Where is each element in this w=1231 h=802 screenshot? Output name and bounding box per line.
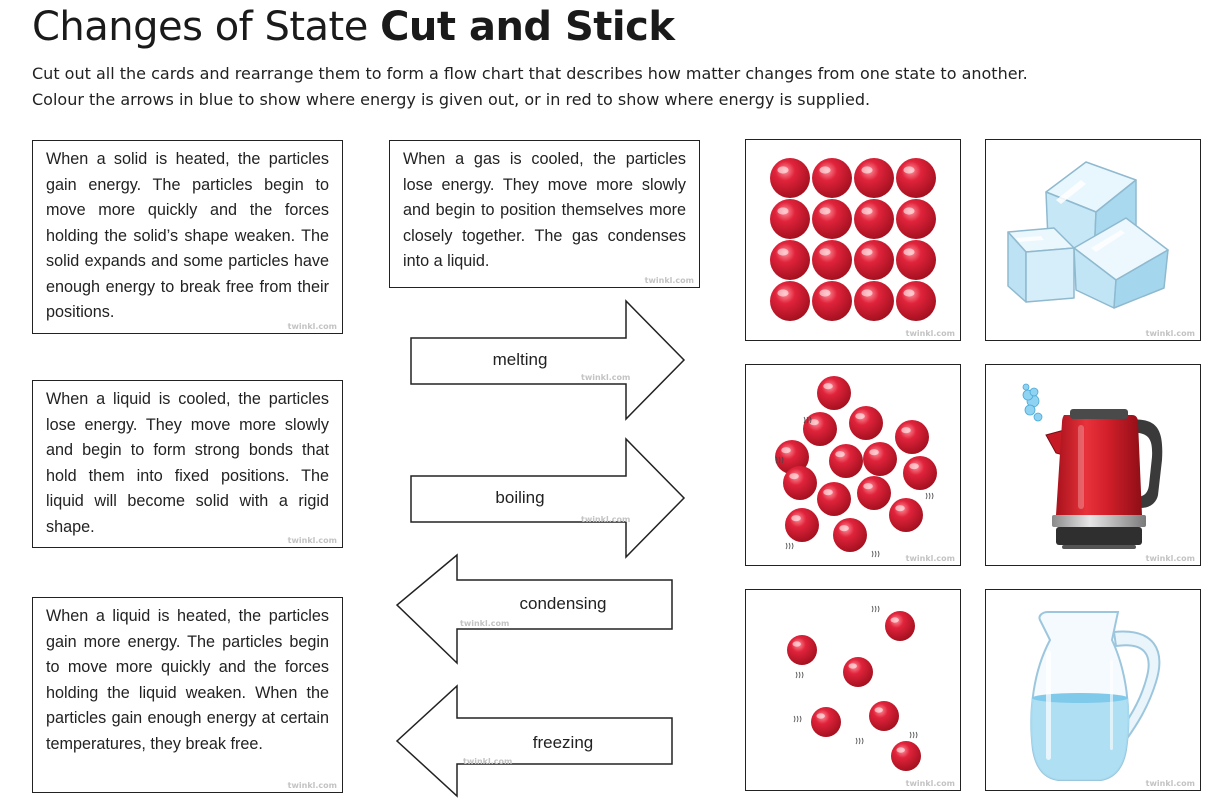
kettle-icon xyxy=(986,365,1199,564)
particle-icon xyxy=(843,657,873,687)
watermark: twinkl.com xyxy=(644,276,694,285)
particle-highlight xyxy=(789,473,799,479)
motion-line xyxy=(913,732,914,738)
card-kettle[interactable] xyxy=(985,364,1201,566)
particle-icon xyxy=(854,240,894,280)
watermark: twinkl.com xyxy=(581,373,631,382)
particle-highlight xyxy=(817,713,825,718)
particle-icon xyxy=(829,444,863,478)
particle-icon xyxy=(817,376,851,410)
motion-line xyxy=(929,493,930,499)
motion-line xyxy=(789,543,790,549)
card-water-jug[interactable] xyxy=(985,589,1201,791)
motion-line xyxy=(797,716,798,722)
watermark: twinkl.com xyxy=(905,554,955,563)
particle-icon xyxy=(885,611,915,641)
particle-icon xyxy=(896,281,936,321)
particle-icon xyxy=(770,158,810,198)
motion-line xyxy=(926,493,927,499)
card-gas-particles[interactable] xyxy=(745,589,961,791)
particle-icon xyxy=(770,281,810,321)
card-ice-cubes[interactable] xyxy=(985,139,1201,341)
motion-line xyxy=(878,551,879,557)
particle-icon xyxy=(833,518,867,552)
card-text: When a liquid is cooled, the particles lose energy. They move more slowly and begin to form strong bonds that hold them into fixed positions. The liquid will become solid with a rigid shape. xyxy=(46,390,329,536)
motion-line xyxy=(856,738,857,744)
arrow-label-freezing: freezing xyxy=(532,733,594,752)
particle-icon xyxy=(891,741,921,771)
particle-highlight xyxy=(849,663,857,668)
particle-icon xyxy=(803,412,837,446)
motion-line xyxy=(862,738,863,744)
particle-highlight xyxy=(861,207,872,214)
motion-line xyxy=(804,417,805,423)
particle-highlight xyxy=(861,248,872,255)
particle-icon xyxy=(896,240,936,280)
card-solid-particles[interactable] xyxy=(745,139,961,341)
motion-line xyxy=(910,732,911,738)
motion-line xyxy=(800,716,801,722)
particle-highlight xyxy=(901,427,911,433)
particle-icon xyxy=(770,199,810,239)
arrow-label-boiling: boiling xyxy=(495,488,545,507)
particle-icon xyxy=(770,240,810,280)
motion-line xyxy=(932,493,933,499)
particle-icon xyxy=(783,466,817,500)
particle-highlight xyxy=(891,617,899,622)
particle-icon xyxy=(895,420,929,454)
particle-highlight xyxy=(897,747,905,752)
card-text: When a liquid is heated, the particles gain more energy. The particles begin to move more quickly and the forces holding the liquid weaken. When the particles gain enough energy at certain temperatures, they break free. xyxy=(46,607,329,753)
particle-highlight xyxy=(793,641,801,646)
watermark: twinkl.com xyxy=(581,515,631,524)
particle-icon xyxy=(896,199,936,239)
motion-line xyxy=(792,543,793,549)
water-jug-icon xyxy=(986,590,1199,789)
card-text: When a solid is heated, the particles gain energy. The particles begin to move more quickly and the forces holding the solid’s shape weaken. The solid expands and some particles have enough energy to break free from their positions. xyxy=(46,150,329,321)
arrow-label-melting: melting xyxy=(492,350,548,369)
particle-icon xyxy=(812,158,852,198)
particle-highlight xyxy=(777,289,788,296)
motion-line xyxy=(872,606,873,612)
particle-highlight xyxy=(903,166,914,173)
particle-icon xyxy=(863,442,897,476)
motion-line xyxy=(786,543,787,549)
particle-highlight xyxy=(903,248,914,255)
watermark: twinkl.com xyxy=(287,322,337,331)
motion-line xyxy=(859,738,860,744)
particle-icon xyxy=(854,281,894,321)
ice-cubes-icon xyxy=(986,140,1199,339)
particle-highlight xyxy=(903,207,914,214)
motion-line xyxy=(875,606,876,612)
particle-icon xyxy=(869,701,899,731)
watermark: twinkl.com xyxy=(287,781,337,790)
motion-line xyxy=(875,551,876,557)
arrow-label-condensing: condensing xyxy=(519,594,607,613)
particle-highlight xyxy=(839,525,849,531)
particle-icon xyxy=(854,199,894,239)
watermark: twinkl.com xyxy=(905,329,955,338)
motion-line xyxy=(878,606,879,612)
liquid-particles-icon xyxy=(746,365,959,564)
solid-particles-icon xyxy=(746,140,959,339)
particle-highlight xyxy=(869,449,879,455)
watermark: twinkl.com xyxy=(463,757,513,766)
particle-highlight xyxy=(777,207,788,214)
watermark: twinkl.com xyxy=(1145,779,1195,788)
motion-line xyxy=(794,716,795,722)
motion-line xyxy=(796,672,797,678)
particle-highlight xyxy=(903,289,914,296)
gas-particles-icon xyxy=(746,590,959,789)
card-solid-heated[interactable] xyxy=(32,140,343,334)
watermark: twinkl.com xyxy=(1145,329,1195,338)
particle-icon xyxy=(849,406,883,440)
particle-highlight xyxy=(777,166,788,173)
particle-icon xyxy=(817,482,851,516)
particle-highlight xyxy=(861,166,872,173)
particle-icon xyxy=(854,158,894,198)
particle-icon xyxy=(812,199,852,239)
particle-icon xyxy=(889,498,923,532)
particle-highlight xyxy=(791,515,801,521)
particle-highlight xyxy=(819,166,830,173)
watermark: twinkl.com xyxy=(1145,554,1195,563)
particle-highlight xyxy=(855,413,865,419)
particle-highlight xyxy=(863,483,873,489)
particle-highlight xyxy=(819,207,830,214)
particle-icon xyxy=(857,476,891,510)
instruction-line-1: Cut out all the cards and rearrange them to form a flow chart that describes how matter changes from one state to another. xyxy=(32,64,1028,83)
particle-highlight xyxy=(777,248,788,255)
watermark: twinkl.com xyxy=(905,779,955,788)
motion-line xyxy=(872,551,873,557)
particle-highlight xyxy=(861,289,872,296)
particle-icon xyxy=(787,635,817,665)
card-liquid-heated[interactable] xyxy=(32,597,343,793)
card-liquid-cooled[interactable] xyxy=(32,380,343,548)
watermark: twinkl.com xyxy=(460,619,510,628)
particle-highlight xyxy=(781,447,791,453)
watermark: twinkl.com xyxy=(287,536,337,545)
card-gas-cooled[interactable] xyxy=(389,140,700,288)
particle-icon xyxy=(812,281,852,321)
motion-line xyxy=(799,672,800,678)
page-title: Changes of State Cut and Stick xyxy=(32,4,675,50)
particle-highlight xyxy=(823,489,833,495)
particle-icon xyxy=(812,240,852,280)
motion-line xyxy=(916,732,917,738)
particle-icon xyxy=(785,508,819,542)
card-liquid-particles[interactable] xyxy=(745,364,961,566)
particle-highlight xyxy=(823,383,833,389)
particle-highlight xyxy=(835,451,845,457)
particle-highlight xyxy=(819,248,830,255)
card-text: When a gas is cooled, the particles lose energy. They move more slowly and begin to position themselves more closely together. The gas condenses into a liquid. xyxy=(403,150,686,270)
particle-icon xyxy=(896,158,936,198)
particle-highlight xyxy=(875,707,883,712)
particle-icon xyxy=(903,456,937,490)
particle-highlight xyxy=(895,505,905,511)
particle-highlight xyxy=(819,289,830,296)
particle-highlight xyxy=(909,463,919,469)
motion-line xyxy=(802,672,803,678)
particle-icon xyxy=(811,707,841,737)
instruction-line-2: Colour the arrows in blue to show where energy is given out, or in red to show where energy is supplied. xyxy=(32,90,871,109)
